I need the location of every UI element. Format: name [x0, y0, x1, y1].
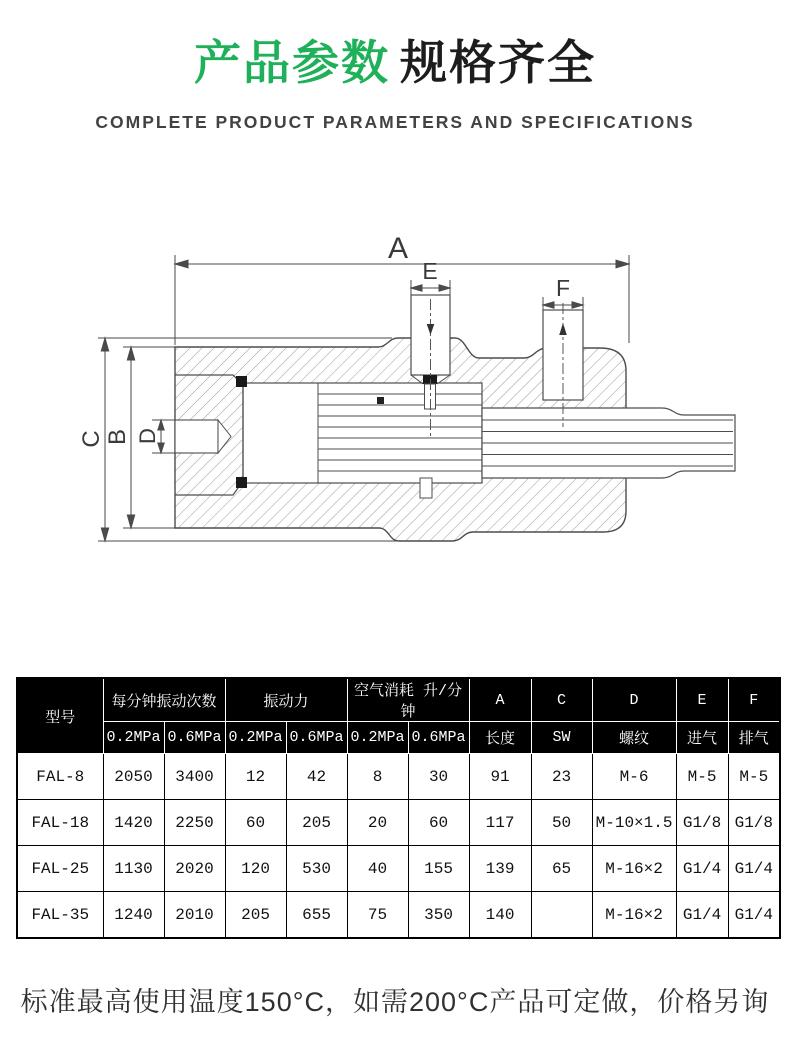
page-title [0, 26, 790, 93]
table-row [17, 800, 780, 846]
cell: 12 [225, 754, 286, 800]
cell [531, 892, 592, 939]
cell: 23 [531, 754, 592, 800]
header-c: C [531, 678, 592, 722]
cell: M-16×2 [592, 892, 676, 939]
model-cell: FAL-35 [17, 892, 103, 939]
cell: 2050 [103, 754, 164, 800]
header-f: F [728, 678, 780, 722]
cylinder-bore [243, 383, 482, 483]
subheader: 0.6MPa [164, 722, 225, 754]
cell: 2010 [164, 892, 225, 939]
cell: G1/8 [676, 800, 728, 846]
subheader: 0.2MPa [103, 722, 164, 754]
cell: M-5 [676, 754, 728, 800]
cell: 40 [347, 846, 408, 892]
seal-top [236, 376, 247, 387]
header-a: A [469, 678, 531, 722]
cell: 2250 [164, 800, 225, 846]
model-cell: FAL-25 [17, 846, 103, 892]
cell: G1/8 [728, 800, 780, 846]
cell: G1/4 [728, 846, 780, 892]
subheader: SW [531, 722, 592, 754]
cell: 1240 [103, 892, 164, 939]
cell: 530 [286, 846, 347, 892]
cell: G1/4 [728, 892, 780, 939]
subheader: 螺纹 [592, 722, 676, 754]
shaft [482, 408, 735, 478]
cell: G1/4 [676, 892, 728, 939]
cell: M-10×1.5 [592, 800, 676, 846]
table-row [17, 892, 780, 939]
header-air-consumption: 空气消耗 升/分钟 [347, 678, 469, 722]
cell: 20 [347, 800, 408, 846]
cell: M-6 [592, 754, 676, 800]
subheader: 0.6MPa [408, 722, 469, 754]
dimension-label-c: C [78, 430, 105, 448]
cell: 2020 [164, 846, 225, 892]
cell: 42 [286, 754, 347, 800]
dimension-label-a: A [387, 232, 409, 265]
cell: 350 [408, 892, 469, 939]
table-row [17, 754, 780, 800]
header-vibrations-per-min: 每分钟振动次数 [103, 678, 225, 722]
model-cell: FAL-8 [17, 754, 103, 800]
cell: M-5 [728, 754, 780, 800]
subheader: 长度 [469, 722, 531, 754]
cell: 30 [408, 754, 469, 800]
vibrator-body [175, 338, 735, 541]
subheader: 0.2MPa [347, 722, 408, 754]
header-d: D [592, 678, 676, 722]
cell: 120 [225, 846, 286, 892]
cell: 205 [286, 800, 347, 846]
cell: 3400 [164, 754, 225, 800]
cell: 65 [531, 846, 592, 892]
cell: 60 [225, 800, 286, 846]
subheader: 进气 [676, 722, 728, 754]
pin-dot [377, 397, 384, 404]
header-e: E [676, 678, 728, 722]
cell: 155 [408, 846, 469, 892]
page-title-rest: 规格齐全 [400, 36, 596, 89]
dimension-label-e: E [422, 258, 438, 284]
cell: 60 [408, 800, 469, 846]
header-model: 型号 [17, 678, 103, 754]
temperature-note: 标准最高使用温度150°C，如需200°C产品可定做，价格另询 [20, 987, 770, 1017]
cell: G1/4 [676, 846, 728, 892]
subheader: 0.2MPa [225, 722, 286, 754]
cell: 75 [347, 892, 408, 939]
seal-bottom [236, 477, 247, 488]
cell: 140 [469, 892, 531, 939]
cell: M-16×2 [592, 846, 676, 892]
cell: 139 [469, 846, 531, 892]
valve-pin-bottom [420, 478, 432, 498]
model-cell: FAL-18 [17, 800, 103, 846]
subheader: 0.6MPa [286, 722, 347, 754]
page-title-accent: 产品参数 [194, 36, 390, 89]
page-subtitle: COMPLETE PRODUCT PARAMETERS AND SPECIFICATIONS [95, 112, 695, 132]
cell: 8 [347, 754, 408, 800]
subheader: 排气 [728, 722, 780, 754]
cell: 1420 [103, 800, 164, 846]
cell: 1130 [103, 846, 164, 892]
header-vibration-force: 振动力 [225, 678, 347, 722]
cell: 91 [469, 754, 531, 800]
cell: 117 [469, 800, 531, 846]
cell: 50 [531, 800, 592, 846]
dimension-label-f: F [555, 275, 571, 301]
cell: 205 [225, 892, 286, 939]
technical-drawing [0, 225, 790, 565]
dimension-label-d: D [135, 428, 160, 444]
table-row [17, 846, 780, 892]
dimension-label-b: B [104, 428, 131, 446]
spec-table [16, 677, 781, 939]
cell: 655 [286, 892, 347, 939]
